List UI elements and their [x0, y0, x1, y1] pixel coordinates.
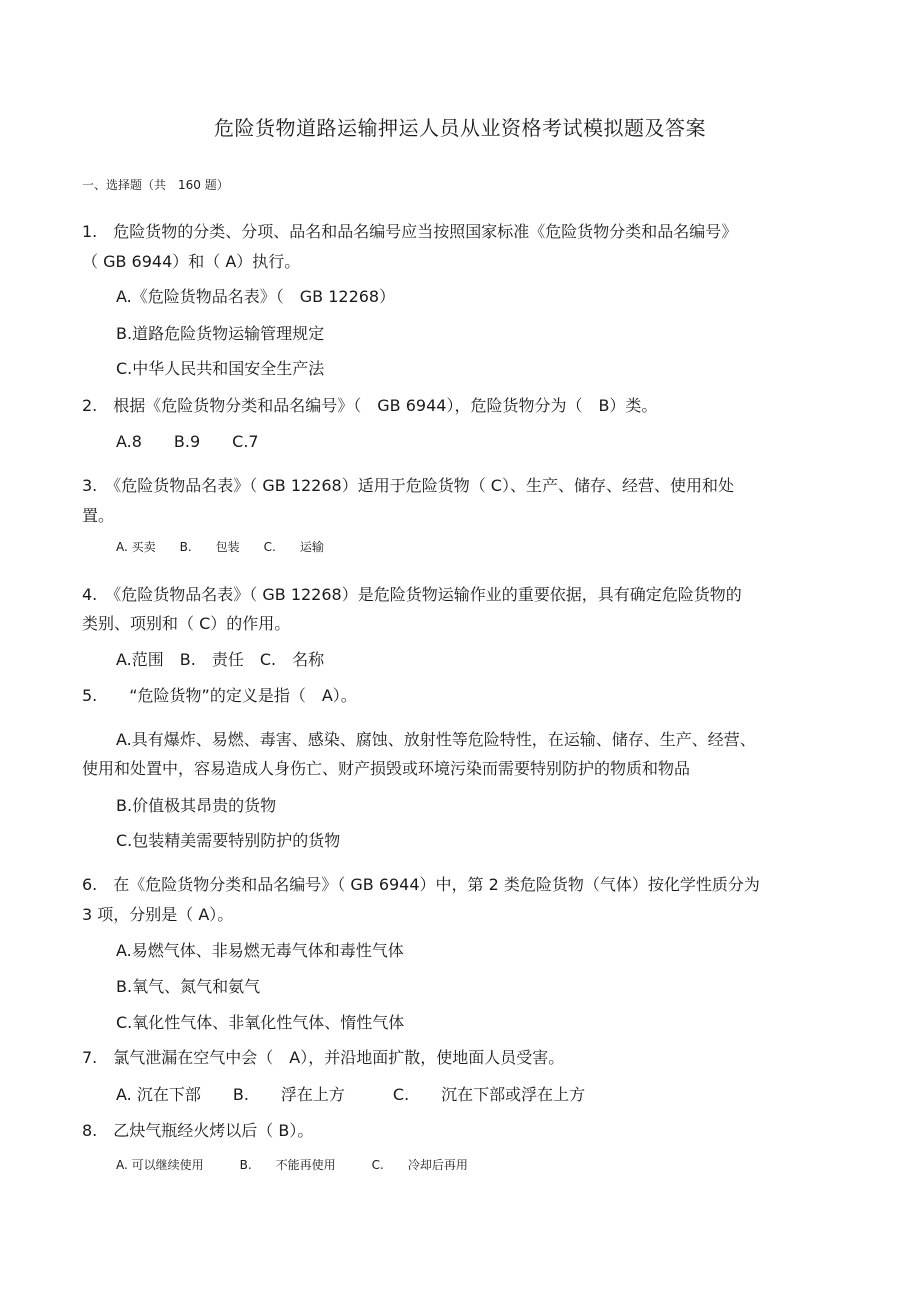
- question-5-option-a: A.具有爆炸、易燃、毒害、感染、腐蚀、放射性等危险特性，在运输、储存、生产、经营、: [116, 730, 756, 749]
- question-8-options: A. 可以继续使用 B. 不能再使用 C. 冷却后再用: [116, 1158, 468, 1172]
- question-5-option-b: B.价值极其昂贵的货物: [116, 796, 277, 815]
- question-6-line-1: 6. 在《危险货物分类和品名编号》（ GB 6944）中，第 2 类危险货物（气体）按化学性质分为: [82, 875, 760, 894]
- question-6-option-c: C.氧化性气体、非氧化性气体、惰性气体: [116, 1013, 405, 1032]
- section-heading: 一、选择题（共 160 题）: [82, 178, 229, 192]
- question-6-option-a: A.易燃气体、非易燃无毒气体和毒性气体: [116, 941, 404, 960]
- question-1-option-c: C.中华人民共和国安全生产法: [116, 359, 325, 378]
- question-2-options: A.8 B.9 C.7: [116, 432, 259, 451]
- document-title: 危险货物道路运输押运人员从业资格考试模拟题及答案: [214, 116, 706, 140]
- question-4-options: A.范围 B. 责任 C. 名称: [116, 650, 325, 669]
- question-7-line-1: 7. 氯气泄漏在空气中会（ A），并沿地面扩散，使地面人员受害。: [82, 1048, 565, 1067]
- question-1-option-a: A.《危险货物品名表》（ GB 12268）: [116, 287, 396, 306]
- question-5-option-c: C.包装精美需要特别防护的货物: [116, 831, 341, 850]
- question-3-line-1: 3. 《危险货物品名表》（ GB 12268）适用于危险货物（ C）、生产、储存、经营、使用和处: [82, 476, 734, 495]
- question-1-line-1: 1. 危险货物的分类、分项、品名和品名编号应当按照国家标准《危险货物分类和品名编号》: [82, 222, 738, 241]
- question-1-line-2: （ GB 6944）和（ A）执行。: [82, 252, 301, 271]
- question-4-line-1: 4. 《危险货物品名表》（ GB 12268）是危险货物运输作业的重要依据，具有确定危险货物的: [82, 585, 742, 604]
- question-5-line-1: 5. “危险货物”的定义是指（ A）。: [82, 686, 357, 705]
- question-3-options: A. 买卖 B. 包装 C. 运输: [116, 540, 324, 554]
- question-6-line-2: 3 项，分别是（ A）。: [82, 905, 234, 924]
- question-1-option-b: B.道路危险货物运输管理规定: [116, 324, 325, 343]
- question-4-line-2: 类别、项别和（ C）的作用。: [82, 614, 291, 633]
- question-8-line-1: 8. 乙炔气瓶经火烤以后（ B）。: [82, 1121, 314, 1140]
- question-7-options: A. 沉在下部 B. 浮在上方 C. 沉在下部或浮在上方: [116, 1085, 586, 1104]
- question-3-line-2: 置。: [82, 506, 115, 525]
- question-5-option-a-cont: 使用和处置中，容易造成人身伤亡、财产损毁或环境污染而需要特别防护的物质和物品: [82, 759, 691, 778]
- question-6-option-b: B.氧气、氮气和氨气: [116, 977, 261, 996]
- question-2-line-1: 2. 根据《危险货物分类和品名编号》（ GB 6944），危险货物分为（ B）类。: [82, 396, 658, 415]
